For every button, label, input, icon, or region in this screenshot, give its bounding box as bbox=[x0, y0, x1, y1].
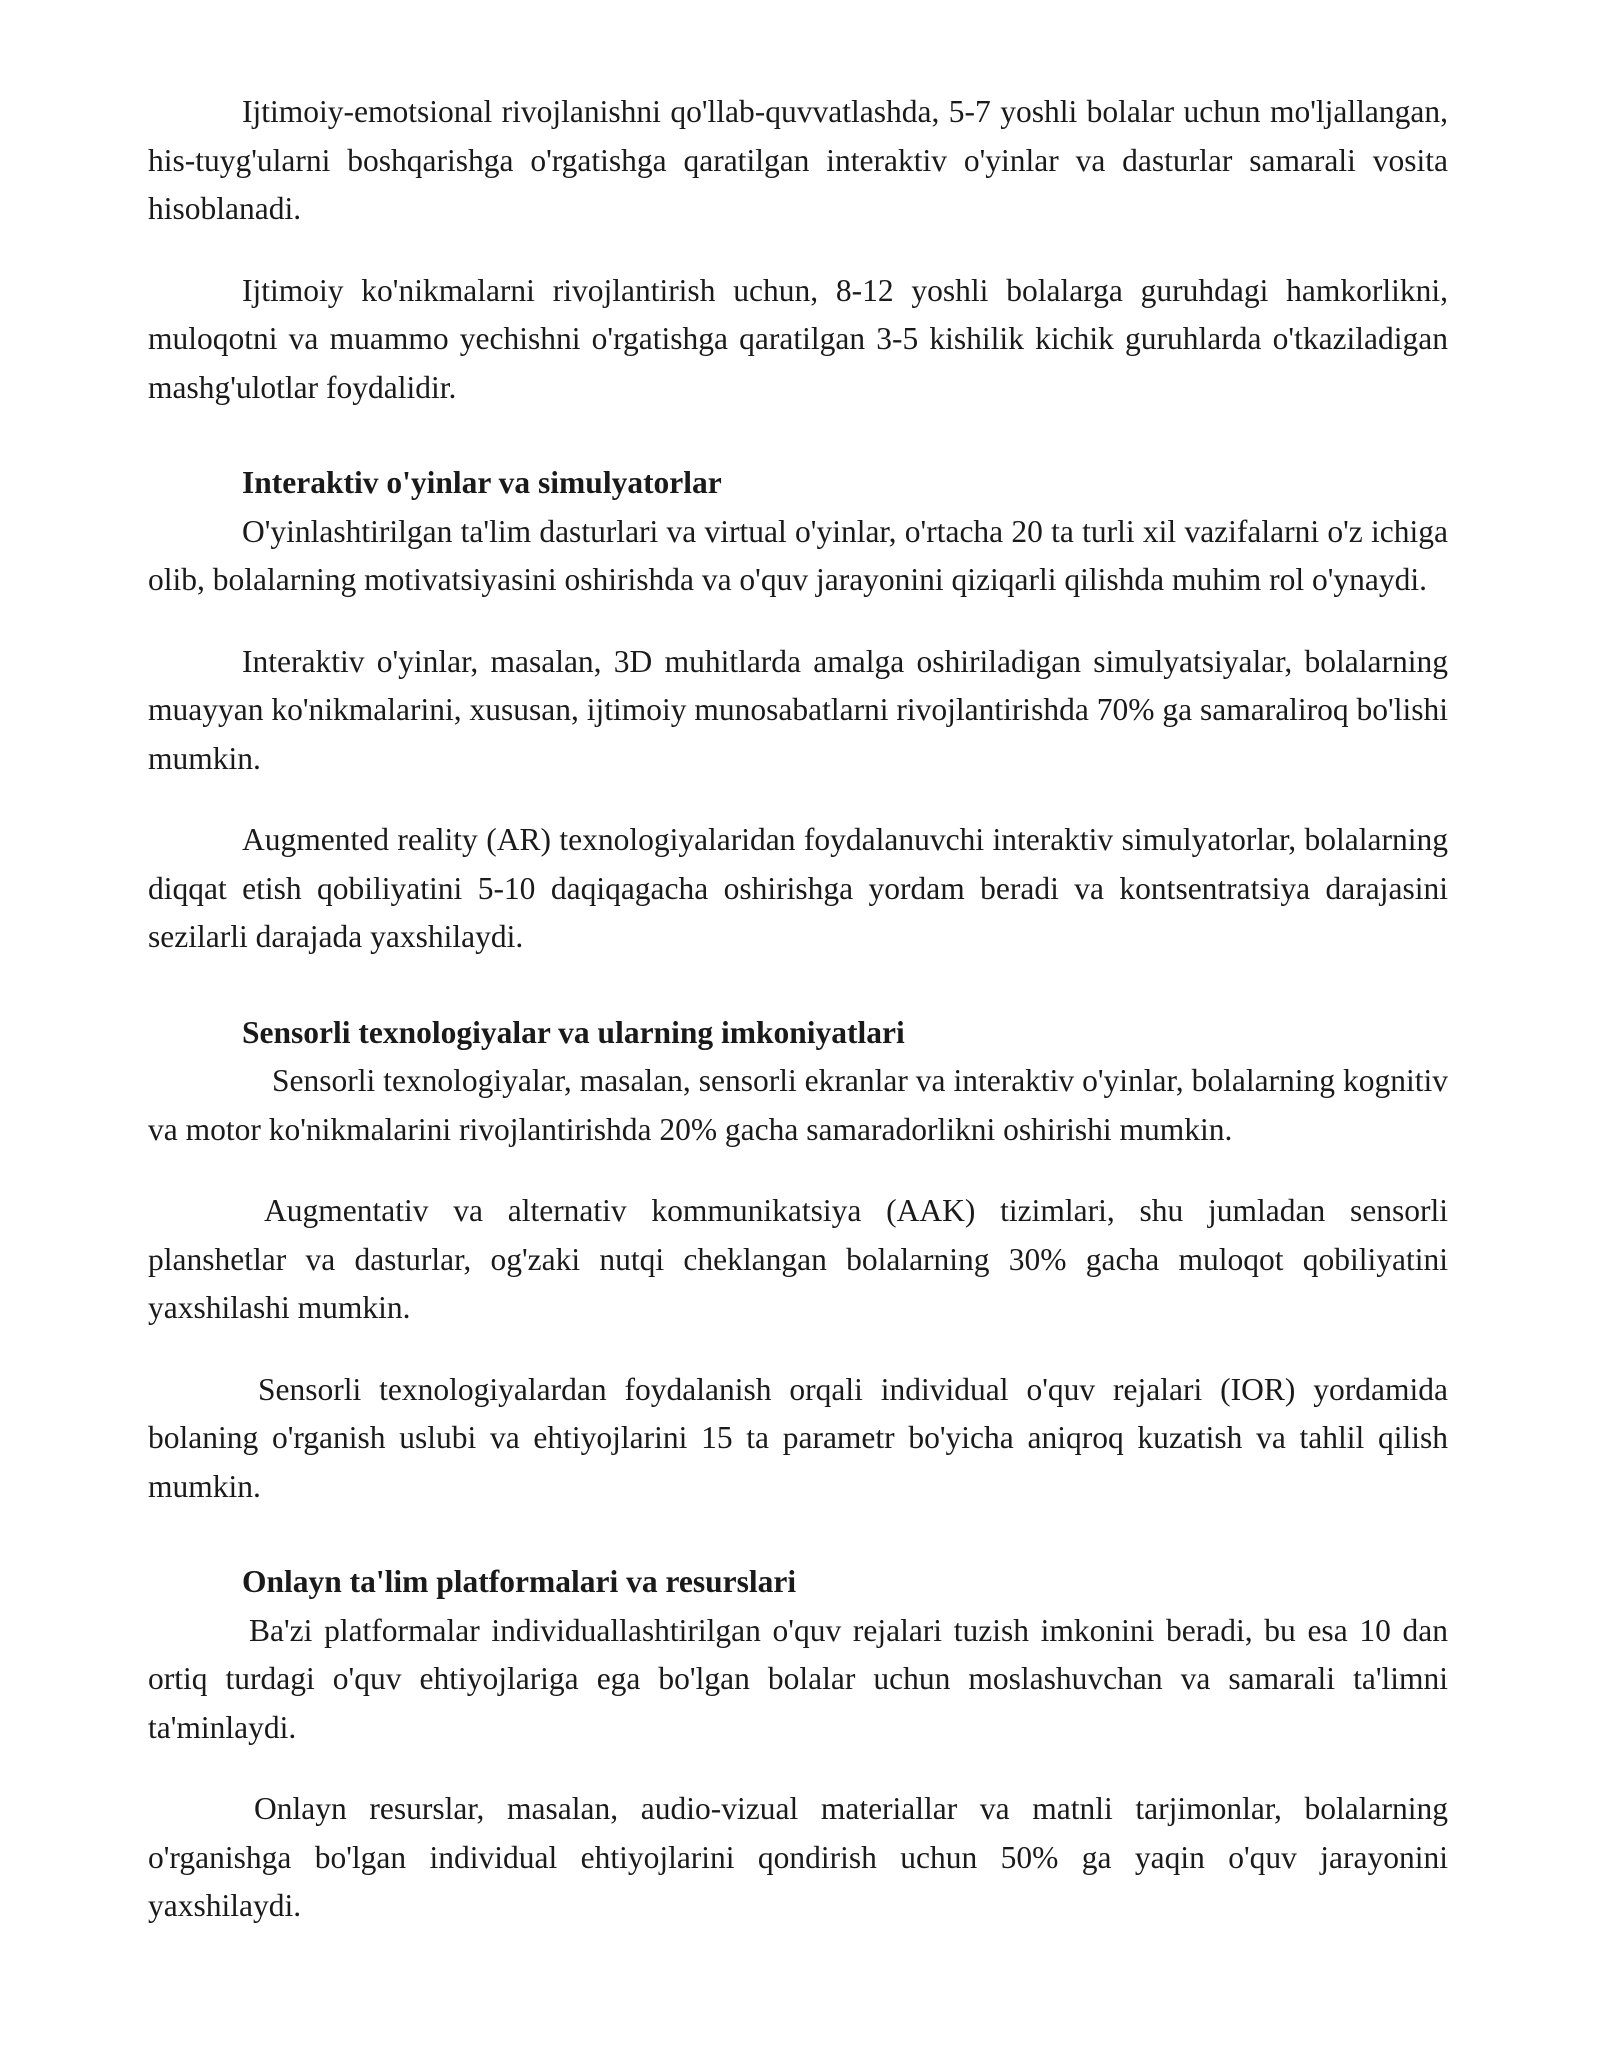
document-page bbox=[148, 88, 1448, 1964]
paragraph: Ijtimoiy-emotsional rivojlanishni qo'llab-quvvatlashda, 5-7 yoshli bolalar uchun mo'ljallangan, his-tuyg'ularni boshqarishga o'rgatishga qaratilgan interaktiv o'yinlar va dasturlar samarali vosita hisoblanadi. bbox=[148, 94, 1448, 226]
paragraph: O'yinlashtirilgan ta'lim dasturlari va virtual o'yinlar, o'rtacha 20 ta turli xil vazifalarni o'z ichiga olib, bolalarning motivatsiyasini oshirishda va o'quv jarayonini qiziqarli qilishda muhim rol o'ynaydi. bbox=[148, 513, 1448, 597]
paragraph: Sensorli texnologiyalardan foydalanish orqali individual o'quv rejalari (IOR) yordamida bolaning o'rganish uslubi va ehtiyojlarini 15 ta parametr bo'yicha aniqroq kuzatish va tahlil qilish mumkin. bbox=[148, 1371, 1448, 1504]
paragraph: Ba'zi platformalar individuallashtirilgan o'quv rejalari tuzish imkonini beradi, bu esa 10 dan ortiq turdagi o'quv ehtiyojlariga ega bo'lgan bolalar uchun moslashuvchan va samarali ta'limni ta'minlaydi. bbox=[148, 1612, 1448, 1745]
paragraph: Sensorli texnologiyalar, masalan, sensorli ekranlar va interaktiv o'yinlar, bolalarning kognitiv va motor ko'nikmalarini rivojlantirishda 20% gacha samaradorlikni oshirishi mumkin. bbox=[148, 1063, 1448, 1147]
section-heading: Onlayn ta'lim platformalari va resurslari bbox=[242, 1564, 797, 1599]
section-heading: Interaktiv o'yinlar va simulyatorlar bbox=[242, 465, 722, 500]
section-heading: Sensorli texnologiyalar va ularning imkoniyatlari bbox=[242, 1014, 905, 1050]
paragraph: Onlayn resurslar, masalan, audio-vizual materiallar va matnli tarjimonlar, bolalarning o'rganishga bo'lgan individual ehtiyojlarini qondirish uchun 50% ga yaqin o'quv jarayonini yaxshilaydi. bbox=[148, 1791, 1448, 1923]
paragraph: Augmented reality (AR) texnologiyalaridan foydalanuvchi interaktiv simulyatorlar, bolalarning diqqat etish qobiliyatini 5-10 daqiqagacha oshirishga yordam beradi va kontsentratsiya darajasini sezilarli darajada yaxshilaydi. bbox=[148, 822, 1448, 954]
paragraph: Augmentativ va alternativ kommunikatsiya (AAK) tizimlari, shu jumladan sensorli planshetlar va dasturlar, og'zaki nutqi cheklangan bolalarning 30% gacha muloqot qobiliyatini yaxshilashi mumkin. bbox=[148, 1193, 1448, 1325]
paragraph: Ijtimoiy ko'nikmalarni rivojlantirish uchun, 8-12 yoshli bolalarga guruhdagi hamkorlikni, muloqotni va muammo yechishni o'rgatishga qaratilgan 3-5 kishilik kichik guruhlarda o'tkaziladigan mashg'ulotlar foydalidir. bbox=[148, 272, 1448, 405]
paragraph: Interaktiv o'yinlar, masalan, 3D muhitlarda amalga oshiriladigan simulyatsiyalar, bolalarning muayyan ko'nikmalarini, xususan, ijtimoiy munosabatlarni rivojlantirishda 70% ga samaraliroq bo'lishi mumkin. bbox=[148, 643, 1448, 776]
